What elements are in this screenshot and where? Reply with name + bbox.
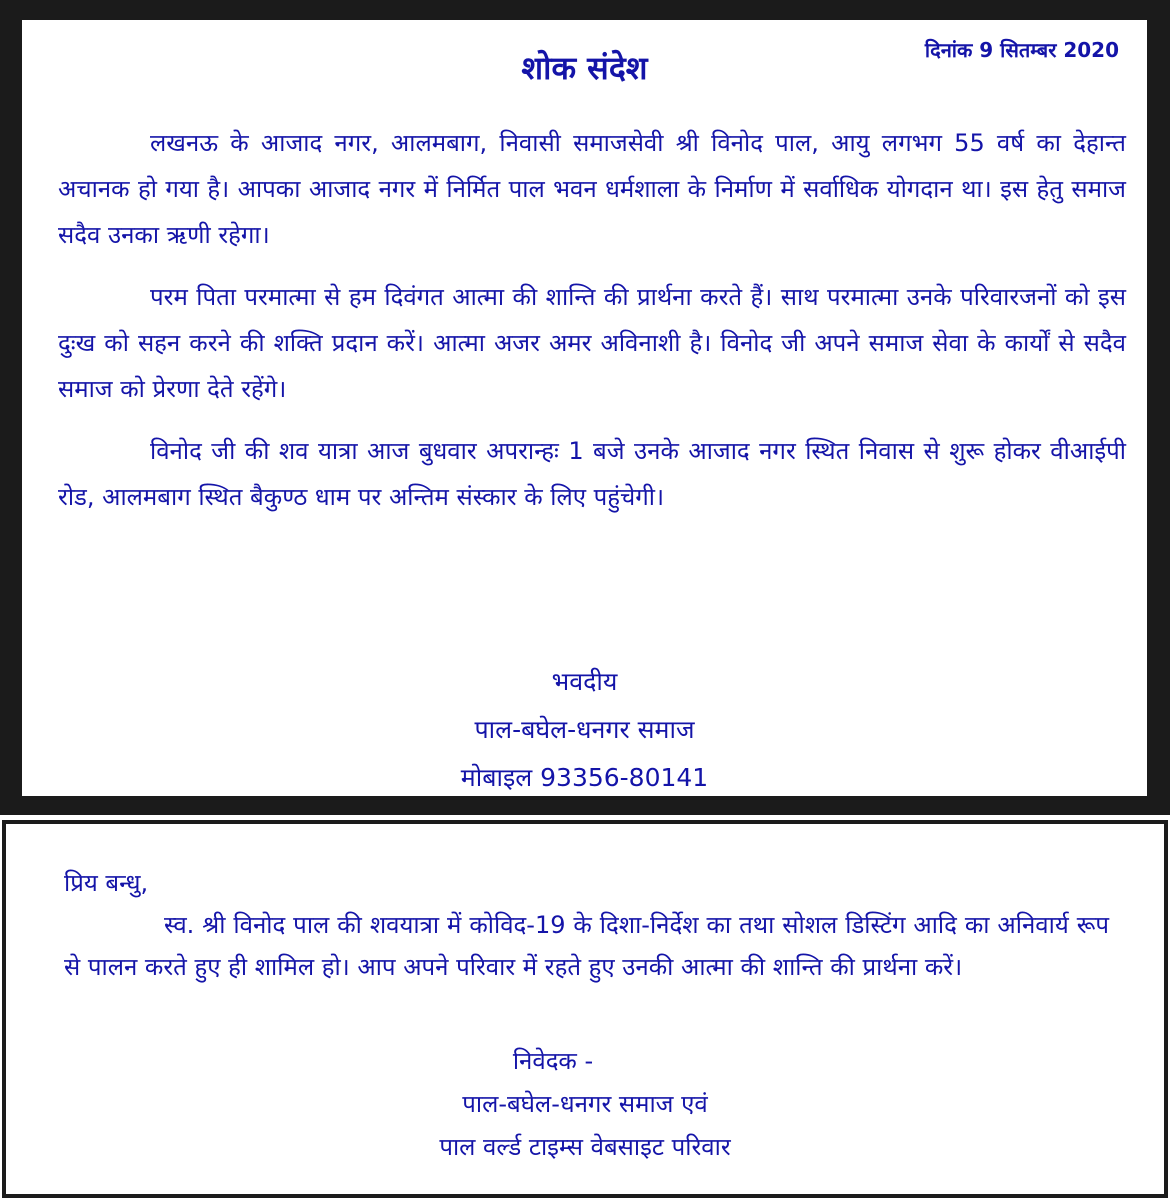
requester-label: निवेदक -	[512, 1047, 594, 1075]
appeal-salutation: प्रिय बन्धु,	[64, 869, 149, 897]
signoff-organization: पाल-बघेल-धनगर समाज	[474, 715, 695, 744]
requester-line1: पाल-बघेल-धनगर समाज एवं	[462, 1090, 708, 1118]
notice-paragraph: लखनऊ के आजाद नगर, आलमबाग, निवासी समाजसेवी श्री विनोद पाल, आयु लगभग 55 वर्ष का देहान्त अचानक हो गया है। आपका आजाद नगर में निर्मित पाल भवन धर्मशाला के निर्माण में सर्वाधिक योगदान था। इस हेतु समाज सदैव उनका ऋणी रहेगा।	[58, 129, 1126, 249]
signoff-closing: भवदीय	[551, 667, 618, 696]
notice-body	[58, 120, 1126, 536]
notice-paragraph: विनोद जी की शव यात्रा आज बुधवार अपरान्हः 1 बजे उनके आजाद नगर स्थित निवास से शुरू होकर वीआईपी रोड, आलमबाग स्थित बैकुण्ठ धाम पर अन्तिम संस्कार के लिए पहुंचेगी।	[58, 437, 1126, 511]
appeal-text: स्व. श्री विनोद पाल की शवयात्रा में कोविद-19 के दिशा-निर्देश का तथा सोशल डिस्टिंग आदि का अनिवार्य रूप से पालन करते हुए ही शामिल हो। आप अपने परिवार में रहते हुए उनकी आत्मा की शान्ति की प्रार्थना करें।	[64, 911, 1109, 981]
notice-paragraph: परम पिता परमात्मा से हम दिवंगत आत्मा की शान्ति की प्रार्थना करते हैं। साथ परमात्मा उनके परिवारजनों को इस दुःख को सहन करने की शक्ति प्रदान करें। आत्मा अजर अमर अविनाशी है। विनोद जी अपने समाज सेवा के कार्यों से सदैव समाज को प्रेरणा देते रहेंगे।	[58, 283, 1126, 403]
appeal-box	[2, 820, 1168, 1198]
notice-date: दिनांक 9 सितम्बर 2020	[924, 38, 1119, 62]
requester-line2: पाल वर्ल्ड टाइम्स वेबसाइट परिवार	[439, 1133, 731, 1161]
signoff-mobile: मोबाइल 93356-80141	[460, 763, 709, 792]
appeal-signoff	[6, 1040, 1164, 1169]
notice-title: शोक संदेश	[521, 49, 648, 87]
appeal-body	[64, 862, 1109, 988]
notice-signoff	[22, 658, 1147, 802]
condolence-notice	[22, 20, 1147, 796]
